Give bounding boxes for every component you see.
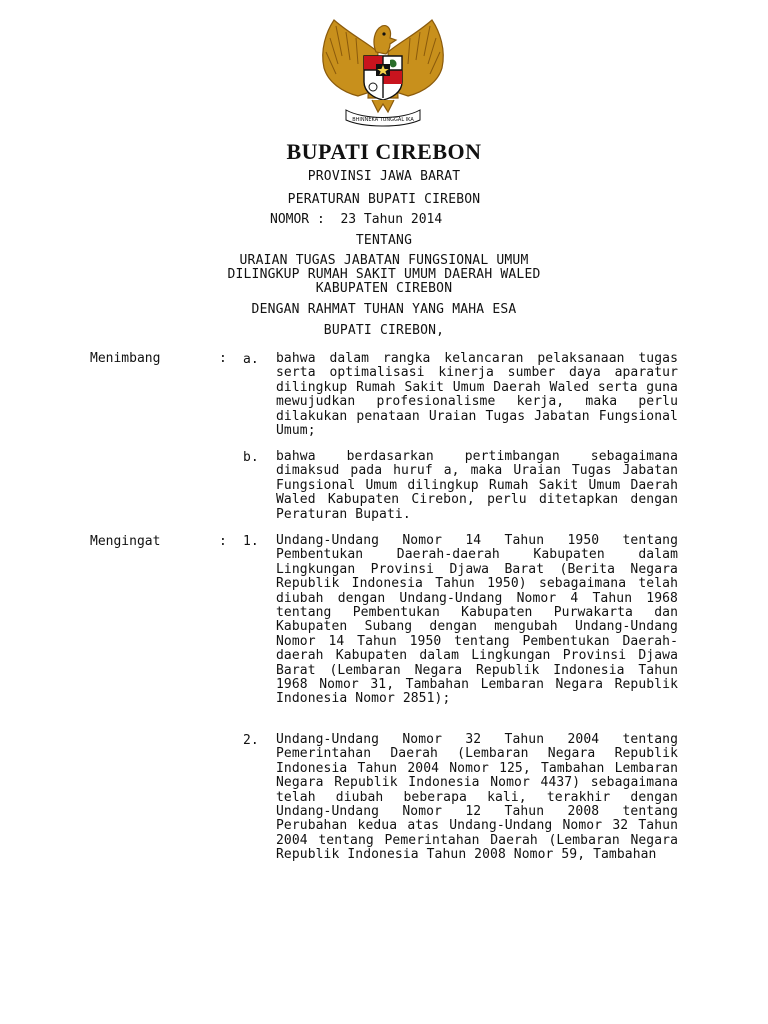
nomor-label: NOMOR : (270, 212, 325, 227)
menimbang-marker-a: a. (243, 352, 259, 367)
regulation-number (270, 212, 442, 228)
menimbang-item-b: bahwa berdasarkan pertimbangan sebagaimana dimaksud pada huruf a, maka Uraian Tugas Jabatan Fungsional Umum dilingkup Rumah Sakit Umum Daerah Waled Kabupaten Cirebon, perlu ditetapkan dengan Peraturan Bupati. (276, 449, 678, 522)
mengingat-label: Mengingat (90, 534, 161, 549)
mengingat-item-1: Undang-Undang Nomor 14 Tahun 1950 tentang Pembentukan Daerah-daerah Kabupaten dalam Lingkungan Provinsi Djawa Barat (Berita Negara Republik Indonesia Tahun 1950) sebagaimana telah diubah dengan Undang-Undang Nomor 4 Tahun 1968 tentang Pembentukan Kabupaten Purwakarta dan Kabupaten Subang dengan mengubah Undang-Undang Nomor 14 Tahun 1950 tentang Pembentukan Daerah-daerah Kabupaten dalam Lingkungan Provinsi Djawa Barat (Lembaran Negara Republik Indonesia Tahun 1968 Nomor 31, Tambahan Lembaran Negara Republik Indonesia Nomor 2851); (276, 533, 678, 707)
blessing-line: DENGAN RAHMAT TUHAN YANG MAHA ESA (251, 302, 517, 317)
motto-text: BHINNEKA TUNGGAL IKA (352, 117, 414, 123)
subject-line-2: DILINGKUP RUMAH SAKIT UMUM DAERAH WALED (227, 267, 541, 282)
official-title: BUPATI CIREBON, (323, 323, 445, 338)
mengingat-marker-1: 1. (243, 534, 259, 549)
menimbang-marker-b: b. (243, 450, 259, 465)
nomor-value: 23 Tahun 2014 (340, 212, 443, 227)
regulation-name: PERATURAN BUPATI CIREBON (287, 192, 481, 207)
tentang-heading: TENTANG (355, 233, 413, 248)
mengingat-marker-2: 2. (243, 733, 259, 748)
menimbang-item-a: bahwa dalam rangka kelancaran pelaksanaan tugas serta optimalisasi kinerja sumber daya aparatur dilingkup Rumah Sakit Umum Daerah Waled serta guna mewujudkan profesionalisme kerja, maka perlu dilakukan penataan Uraian Tugas Jabatan Fungsional Umum; (276, 351, 678, 439)
province-name: PROVINSI JAWA BARAT (307, 169, 461, 184)
subject-line-3: KABUPATEN CIREBON (315, 281, 453, 296)
subject-line-1: URAIAN TUGAS JABATAN FUNGSIONAL UMUM (239, 253, 529, 268)
menimbang-colon: : (219, 351, 227, 366)
page-title: BUPATI CIREBON (286, 139, 482, 164)
mengingat-colon: : (219, 534, 227, 549)
mengingat-item-2: Undang-Undang Nomor 32 Tahun 2004 tentang Pemerintahan Daerah (Lembaran Negara Republik Indonesia Tahun 2004 Nomor 125, Tambahan Lembaran Negara Republik Indonesia Nomor 4437) sebagaimana telah diubah beberapa kali, terakhir dengan Undang-Undang Nomor 12 Tahun 2008 tentang Perubahan kedua atas Undang-Undang Nomor 32 Tahun 2004 tentang Pemerintahan Daerah (Lembaran Negara Republik Indonesia Tahun 2008 Nomor 59, Tambahan (276, 732, 678, 863)
garuda-pancasila-emblem-icon (316, 12, 450, 128)
menimbang-label: Menimbang (90, 351, 161, 366)
